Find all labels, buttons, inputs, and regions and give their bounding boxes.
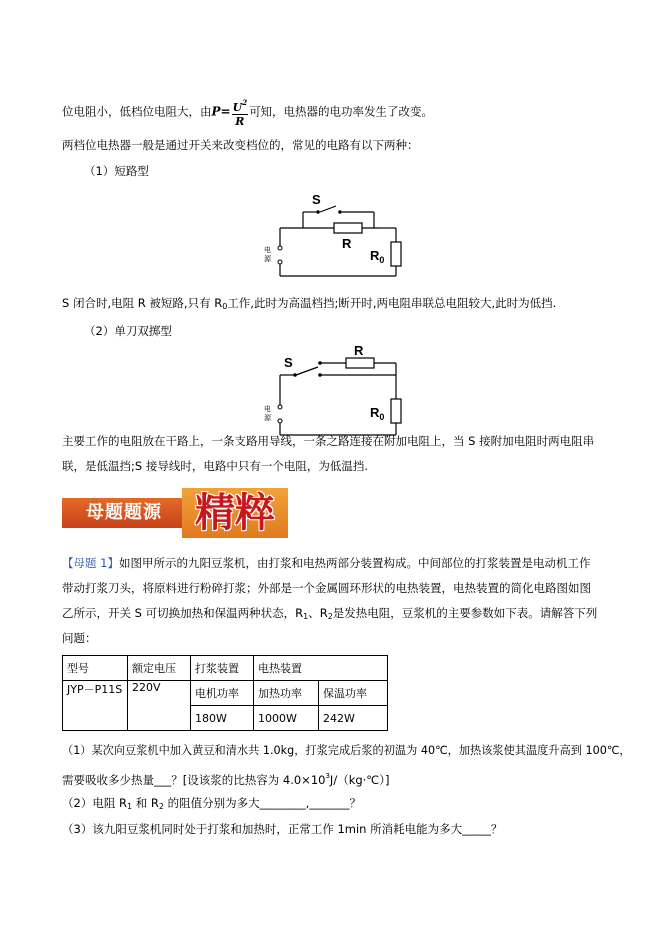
cell-heat-power-label: 加热功率 (254, 681, 319, 706)
spdt-description-line2: 联，是低温挡;S 接导线时，电路中只有一个电阻，为低温挡. (62, 459, 368, 473)
resistor-r-label: R (354, 345, 364, 358)
intro-text: 两档位电热器一般是通过开关来改变档位的，常见的电路有以下两种： (62, 138, 419, 152)
question-1-line2: 需要吸收多少热量___？[设该浆的比热容为 $4.0\times 10^3J/(kg\cdot℃)$] (62, 772, 390, 787)
header-beat-device: 打浆装置 (191, 656, 254, 681)
resistor-r-label: R (342, 236, 352, 251)
header-heat-device: 电热装置 (254, 656, 388, 681)
problem-line4: 问题： (62, 631, 97, 645)
question-1-line1: （1）某次向豆浆机中加入黄豆和清水共 1.0kg，打浆完成后浆的初温为 40℃，加热该浆使其温度升高到 100℃， (62, 744, 631, 757)
power-formula: P= $\frac{U^2}{R}$ (211, 98, 248, 128)
header-model: 型号 (63, 656, 128, 681)
source-label-1: 电 (264, 405, 271, 413)
resistor-r0-label: $R_0$ (370, 405, 385, 422)
heading-short-circuit: （1）短路型 (84, 164, 149, 178)
resistor-r0-label: $R_0$ (370, 248, 385, 265)
switch-label: S (312, 192, 321, 207)
circuit-diagram-short (258, 188, 408, 288)
cell-keep-power-label: 保温功率 (319, 681, 388, 706)
parameter-table (62, 655, 388, 731)
problem-line3: 乙所示，开关 S 可切换加热和保温两种状态，$R_1$、$R_2$是发热电阻，豆浆机的主要参数如下表。请解答下列 (62, 606, 598, 621)
problem-line2: 带动打浆刀头，将原料进行粉碎打浆；外部是一个金属圆环形状的电热装置，电热装置的简化电路图如图 (62, 581, 591, 595)
problem-line1: 【母题 1】如图甲所示的九阳豆浆机，由打浆和电热两部分装置构成。中间部位的打浆装置是电动机工作 (62, 556, 591, 570)
answer-blank-q3: _____ (462, 822, 491, 836)
source-label-2: 源 (264, 414, 271, 422)
source-label-2: 源 (264, 255, 271, 263)
problem-tag: 【母题 1】 (62, 556, 119, 570)
banner-left-text: 母题题源 (62, 498, 186, 528)
switch-label: S (284, 355, 293, 370)
formula-prefix: 位电阻小，低档位电阻大，由 (62, 104, 212, 119)
heading-spdt: （2）单刀双掷型 (84, 324, 172, 338)
formula-suffix: 可知，电热器的电功率发生了改变。 (249, 104, 434, 119)
banner-right-text: 精粹 (195, 489, 275, 536)
answer-blank-q1: ___ (154, 773, 172, 787)
cell-heat-power: 1000W (254, 706, 319, 731)
answer-blank-q2-r2: _______ (309, 796, 350, 810)
cell-motor-power: 180W (191, 706, 254, 731)
spdt-description-line1: 主要工作的电阻放在干路上，一条支路用导线，一条之路连接在附加电阻上，当 S 接附加电阻时两电阻串 (62, 434, 595, 448)
cell-motor-power-label: 电机功率 (191, 681, 254, 706)
section-banner (62, 488, 288, 540)
short-circuit-description: S 闭合时,电阻 R 被短路,只有 $R_0$工作,此时为高温档挡;断开时,两电阻串联总电阻较大,此时为低挡. (62, 296, 557, 311)
circuit-diagram-spdt (258, 345, 408, 445)
source-label-1: 电 (264, 246, 271, 254)
cell-voltage: 220V (128, 681, 191, 731)
question-3: （3）该九阳豆浆机同时处于打浆和加热时，正常工作 1min 所消耗电能为多大_____？ (62, 822, 503, 836)
answer-blank-q2-r1: ________ (259, 796, 306, 810)
question-2: （2）电阻 $R_1$ 和 $R_2$ 的阻值分别为多大________,_______？ (62, 796, 362, 811)
cell-model: JYP－P11S (63, 681, 128, 731)
text-line-power-formula (62, 96, 433, 128)
header-voltage: 额定电压 (128, 656, 191, 681)
cell-keep-power: 242W (319, 706, 388, 731)
